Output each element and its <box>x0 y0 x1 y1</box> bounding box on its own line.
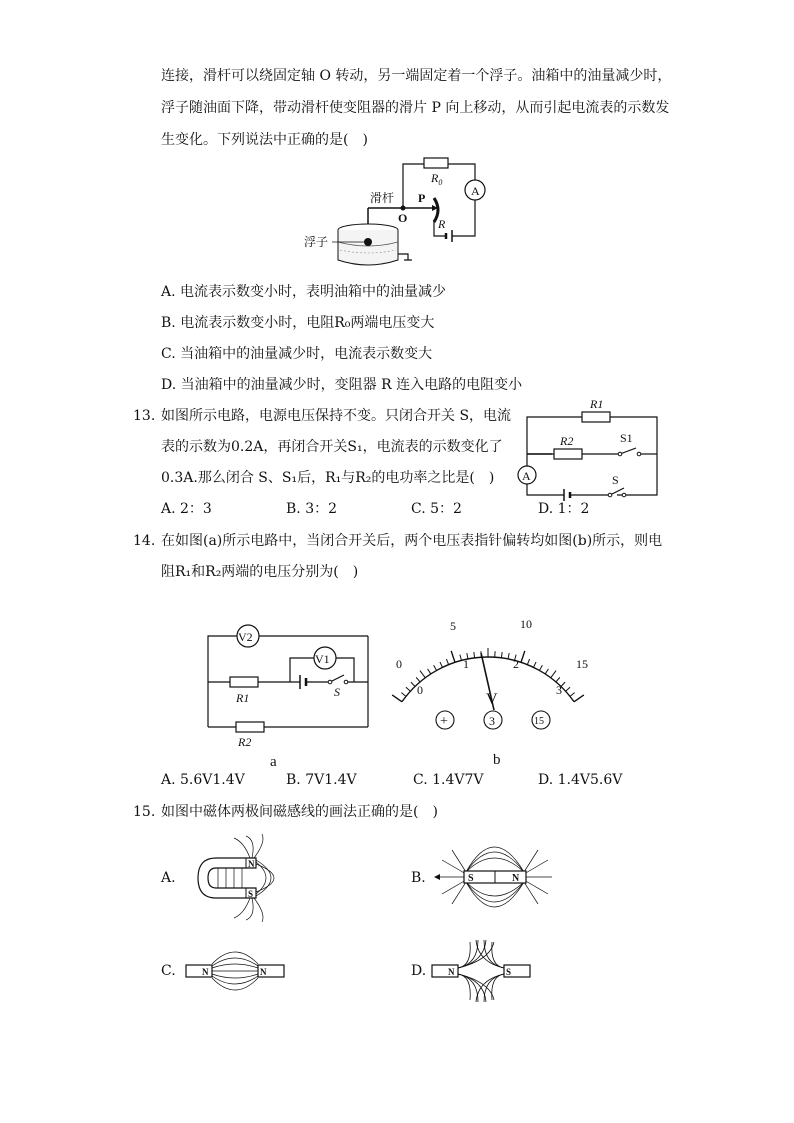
outer-tick-5: 5 <box>450 619 456 633</box>
r1-label: R1 <box>590 397 604 411</box>
q13-option-c[interactable]: C. 5：2 <box>411 501 462 517</box>
dial-tick <box>446 659 448 665</box>
dial-tick <box>574 695 584 702</box>
q13-line-3: 0.3A.那么闭合 S、S₁后，R₁与R₂的电功率之比是( ) <box>161 470 495 486</box>
dial-tick <box>428 669 431 674</box>
terminal-15-label: 15 <box>534 716 544 727</box>
dial-tick <box>460 655 462 661</box>
ammeter-label: A <box>471 184 480 198</box>
dial-tick <box>508 653 509 659</box>
q14-line-2: 阻R₁和R₂两端的电压分别为( ) <box>161 564 359 580</box>
dial-tick <box>392 695 402 702</box>
dial-tick <box>521 651 525 662</box>
dial-tick <box>411 682 415 686</box>
q13-number: 13. <box>133 408 156 424</box>
q15-option-d-letter[interactable]: D. <box>411 963 427 979</box>
q13-option-d[interactable]: D. 1：2 <box>538 501 590 517</box>
q12-option-b[interactable]: B. 电流表示数变小时，电阻R₀两端电压变大 <box>161 315 435 331</box>
q14-option-b[interactable]: B. 7V1.4V <box>286 772 357 788</box>
dial-tick <box>533 662 536 667</box>
switch-s <box>330 675 344 682</box>
r2-label: R2 <box>560 434 574 448</box>
q13-option-a[interactable]: A. 2：3 <box>161 501 212 517</box>
resistor-r0 <box>424 158 448 168</box>
pivot-o-label: O <box>398 211 408 225</box>
s-label: S <box>612 473 619 487</box>
pole-n: N <box>448 967 455 977</box>
inner-tick-2: 2 <box>513 657 519 671</box>
figure-b-caption: b <box>493 752 501 768</box>
q12-line-3: 生变化。下列说法中正确的是( ) <box>161 132 368 148</box>
q14-option-d[interactable]: D. 1.4V5.6V <box>538 772 623 788</box>
dial-tick <box>556 677 560 682</box>
dial-tick <box>434 665 437 670</box>
outer-tick-0: 0 <box>396 657 402 671</box>
pole-s: S <box>468 873 474 884</box>
ammeter-label: A <box>522 469 531 483</box>
float-label: 浮子 <box>304 235 329 249</box>
q15-option-b-figure[interactable] <box>430 832 560 922</box>
inner-tick-3: 3 <box>556 683 562 697</box>
resistor-r1 <box>582 412 610 422</box>
q15-option-a-letter[interactable]: A. <box>161 870 176 886</box>
q15-option-d-figure[interactable] <box>432 938 532 1004</box>
dial-tick <box>474 652 475 658</box>
figure-a-caption: a <box>270 754 277 770</box>
q14-circuit-figure-a <box>200 622 375 772</box>
pole-s: S <box>506 967 512 977</box>
switch-s1 <box>620 448 636 454</box>
dial-tick <box>451 651 455 662</box>
q13-line-2: 表的示数为0.2A，再闭合开关S₁，电流表的示数变化了 <box>161 439 503 455</box>
dial-tick <box>440 662 443 667</box>
q13-circuit-figure <box>512 392 662 502</box>
q14-number: 14. <box>133 533 156 549</box>
q15-option-a-figure[interactable] <box>186 832 296 924</box>
terminal-3-label: 3 <box>489 714 495 728</box>
q14-line-1: 在如图(a)所示电路中，当闭合开关后，两个电压表指针偏转均如图(b)所示，则电 <box>161 533 663 549</box>
dial-tick <box>570 693 575 697</box>
dial-tick <box>420 671 425 678</box>
dial-tick <box>501 652 502 658</box>
resistor-r1 <box>230 677 258 687</box>
terminal-plus-label: + <box>440 714 448 729</box>
dial-tick <box>416 677 420 682</box>
q15-option-c-letter[interactable]: C. <box>161 963 176 979</box>
v1-label: V1 <box>315 652 330 666</box>
field-lines <box>212 952 258 990</box>
q15-option-b-letter[interactable]: B. <box>411 870 426 886</box>
float-ball <box>364 238 372 246</box>
dial-tick <box>545 669 548 674</box>
pole-n: N <box>512 873 520 884</box>
pole-n: N <box>248 859 255 869</box>
field-lines <box>458 940 504 1002</box>
outer-tick-10: 10 <box>520 617 532 631</box>
outer-tick-15: 15 <box>576 657 588 671</box>
inner-tick-1: 1 <box>463 657 469 671</box>
s1-label: S1 <box>620 431 633 445</box>
dial-tick <box>527 659 529 665</box>
q12-option-c[interactable]: C. 当油箱中的油量减少时，电流表示数变大 <box>161 346 433 362</box>
q13-option-b[interactable]: B. 3：2 <box>286 501 338 517</box>
resistor-r2 <box>236 722 264 732</box>
dial-tick <box>539 665 542 670</box>
q13-line-1: 如图所示电路，电源电压保持不变。只闭合开关 S，电流 <box>161 408 512 424</box>
q14-option-a[interactable]: A. 5.6V1.4V <box>161 772 245 788</box>
dial-tick <box>566 687 570 691</box>
q15-option-c-figure[interactable] <box>186 940 286 1002</box>
resistor-r2 <box>554 449 582 459</box>
pole-s: S <box>248 889 254 899</box>
q12-option-a[interactable]: A. 电流表示数变小时，表明油箱中的油量减少 <box>161 284 447 300</box>
q12-line-1: 连接，滑杆可以绕固定轴 O 转动，另一端固定着一个浮子。油箱中的油量减少时， <box>161 68 672 84</box>
r-label: R <box>438 217 446 231</box>
field-lines <box>218 834 274 922</box>
q14-voltmeter-dial-figure-b <box>392 612 592 772</box>
q12-option-d[interactable]: D. 当油箱中的油量减少时，变阻器 R 连入电路的电阻变小 <box>161 377 523 393</box>
q12-fuel-gauge-figure <box>300 150 500 280</box>
s-label: S <box>334 685 340 699</box>
dial-tick <box>406 687 410 691</box>
slider-label: 滑杆 <box>370 191 395 205</box>
switch-s <box>610 488 624 495</box>
v2-label: V2 <box>238 630 253 644</box>
slider-p-label: P <box>418 191 426 205</box>
dial-tick <box>551 671 556 678</box>
pole-n-left: N <box>202 967 209 977</box>
q12-line-2: 浮子随油面下降，带动滑杆使变阻器的滑片 P 向上移动，从而引起电流表的示数发 <box>161 100 670 116</box>
r1-label: R1 <box>236 691 250 705</box>
q14-option-c[interactable]: C. 1.4V7V <box>413 772 484 788</box>
r2-label: R2 <box>238 735 252 749</box>
q15-line-1: 如图中磁体两极间磁感线的画法正确的是( ) <box>161 804 438 820</box>
q15-number: 15. <box>133 804 156 820</box>
dial-tick <box>401 693 406 697</box>
dial-unit-label: V <box>486 691 498 708</box>
r0-label: $R_0$ <box>431 171 443 187</box>
inner-tick-0: 0 <box>417 683 423 697</box>
pole-n-right: N <box>260 967 267 977</box>
